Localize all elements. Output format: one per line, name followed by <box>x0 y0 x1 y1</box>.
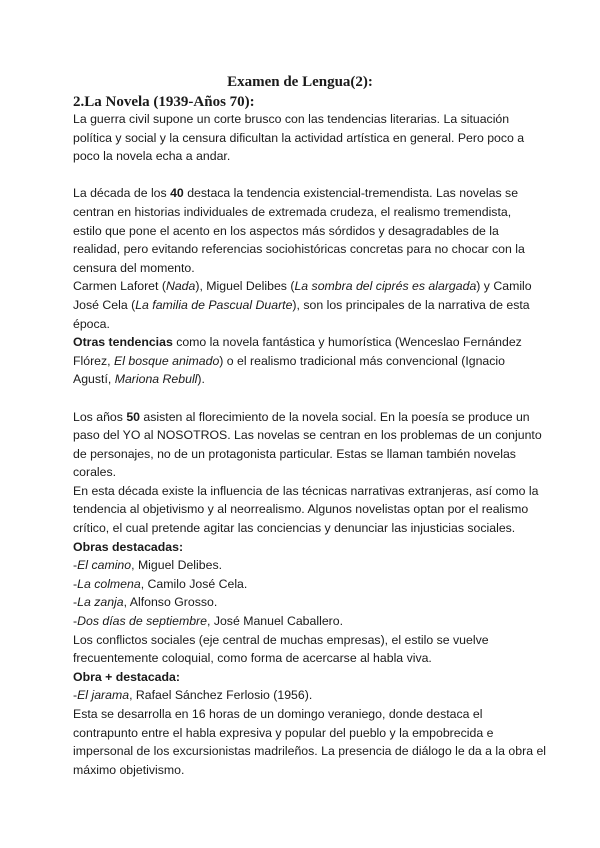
text-line <box>73 519 543 538</box>
text-run: José Cela ( <box>73 297 136 312</box>
text-line <box>73 742 547 761</box>
text-run: - <box>73 595 78 610</box>
paragraph <box>73 110 543 166</box>
text-run: , José Manuel Caballero. <box>206 614 344 629</box>
bold-text: 50 <box>126 409 141 424</box>
text-line <box>73 184 543 203</box>
text-line <box>73 668 543 687</box>
text-line <box>73 705 543 724</box>
text-line <box>73 352 543 371</box>
text-run: ), Miguel Delibes ( <box>195 279 295 294</box>
italic-text: Nada <box>165 279 196 294</box>
bold-text: Obras destacadas: <box>73 539 184 554</box>
text-line <box>73 315 543 334</box>
bold-text: Otras tendencias <box>73 335 173 350</box>
text-run: tendencia al objetivismo y al neorrealismo. Algunos novelistas optan por el realismo <box>73 502 529 517</box>
text-line <box>73 593 543 612</box>
text-line <box>73 445 543 464</box>
text-run: Flórez, <box>73 353 114 368</box>
document-title: Examen de Lengua(2): <box>227 74 373 90</box>
text-line <box>73 222 543 241</box>
paragraph-spacer <box>73 166 543 185</box>
paragraph <box>73 408 547 780</box>
italic-text: El camino <box>77 558 132 573</box>
italic-text: El jarama <box>77 688 130 703</box>
text-run: paso del YO al NOSOTROS. Las novelas se centran en los problemas de un conjunto <box>73 428 542 443</box>
text-line <box>73 426 543 445</box>
text-run: Los conflictos sociales (eje central de muchas empresas), el estilo se vuelve <box>73 632 489 647</box>
text-run: ), son los principales de la narrativa de esta <box>292 297 530 312</box>
text-run: Carmen Laforet ( <box>73 279 166 294</box>
text-line <box>73 203 543 222</box>
text-run: , Miguel Delibes. <box>131 558 223 573</box>
text-run: política y social y la censura dificultan la actividad artística en general. Pero poco a <box>73 130 525 145</box>
text-run: crítico, el cual pretende agitar las conciencias y denunciar las injusticias sociales. <box>73 521 516 536</box>
text-run: realidad, pero evitando referencias sociohistóricas concretas para no chocar con la <box>73 242 525 257</box>
italic-text: Mariona Rebull <box>114 372 198 387</box>
text-line <box>73 500 543 519</box>
text-line <box>73 296 543 315</box>
text-run: de personajes, no de un protagonista particular. Estas se llaman también novelas <box>73 446 516 461</box>
paragraph-spacer <box>73 389 543 408</box>
text-line <box>73 686 543 705</box>
text-run: ). <box>197 372 205 387</box>
document-body <box>73 110 547 779</box>
text-run: frecuentemente coloquial, como forma de acercarse al habla viva. <box>73 651 432 666</box>
text-run: estilo que pone el acento en los aspectos más sórdidos y desagradables de la <box>73 223 499 238</box>
text-run: contrapunto entre el habla expresiva y popular del pueblo y la empobrecida e <box>73 725 494 740</box>
text-line <box>73 240 543 259</box>
italic-text: La colmena <box>77 576 141 591</box>
text-line <box>73 724 543 743</box>
text-run: época. <box>73 316 110 331</box>
text-line <box>73 333 543 352</box>
text-run: Esta se desarrolla en 16 horas de un domingo veraniego, donde destaca el <box>73 707 483 721</box>
text-line <box>73 612 543 631</box>
text-run: En esta década existe la influencia de las técnicas narrativas extranjeras, así como la <box>73 483 539 498</box>
text-line <box>73 129 543 148</box>
text-line <box>73 408 543 427</box>
italic-text: Dos días de septiembre <box>77 614 207 629</box>
text-line <box>73 649 543 668</box>
italic-text: La zanja <box>77 595 124 610</box>
text-line <box>73 110 543 129</box>
text-run: censura del momento. <box>73 260 195 275</box>
text-line <box>73 147 543 166</box>
text-line <box>73 370 543 389</box>
text-line <box>73 482 543 501</box>
text-run: como la novela fantástica y humorística (Wenceslao Fernández <box>172 335 522 350</box>
text-run: poco la novela echa a andar. <box>73 149 231 164</box>
text-run: centran en historias individuales de extremada crudeza, el realismo tremendista, <box>73 204 512 219</box>
text-line <box>73 761 543 780</box>
text-run: impersonal de los excursionistas madrileños. La presencia de diálogo le da a la obra el <box>73 744 547 759</box>
section-heading: 2.La Novela (1939-Años 70): <box>73 94 255 110</box>
text-run: - <box>73 614 78 629</box>
text-line <box>73 575 543 594</box>
italic-text: La familia de Pascual Duarte <box>135 297 293 312</box>
text-run: asisten al florecimiento de la novela social. En la poesía se produce un <box>140 409 530 424</box>
text-line <box>73 259 543 278</box>
text-run: corales. <box>73 465 117 480</box>
text-run: ) y Camilo <box>476 279 532 294</box>
text-run: máximo objetivismo. <box>73 762 185 777</box>
text-run: , Rafael Sánchez Ferlosio (1956). <box>129 688 313 703</box>
text-line <box>73 538 543 557</box>
italic-text: La sombra del ciprés es alargada <box>294 279 477 294</box>
text-run: , Camilo José Cela. <box>140 576 248 591</box>
text-line <box>73 463 543 482</box>
italic-text: El bosque animado <box>114 353 220 368</box>
bold-text: 40 <box>170 186 184 201</box>
text-run: Los años <box>73 409 127 424</box>
text-line <box>73 277 543 296</box>
text-run: , Alfonso Grosso. <box>123 595 218 610</box>
text-run: ) o el realismo tradicional más convencional (Ignacio <box>219 353 505 368</box>
paragraph <box>73 184 543 389</box>
text-run: destaca la tendencia existencial-tremendista. Las novelas se <box>183 186 519 201</box>
text-run: - <box>73 576 78 591</box>
text-run: La década de los <box>73 186 171 201</box>
text-line <box>73 556 543 575</box>
text-run: - <box>73 688 78 703</box>
text-run: Agustí, <box>73 372 115 387</box>
text-run: La guerra civil supone un corte brusco con las tendencias literarias. La situación <box>73 112 510 126</box>
text-line <box>73 631 543 650</box>
text-run: - <box>73 558 78 573</box>
bold-text: Obra + destacada: <box>73 669 180 684</box>
